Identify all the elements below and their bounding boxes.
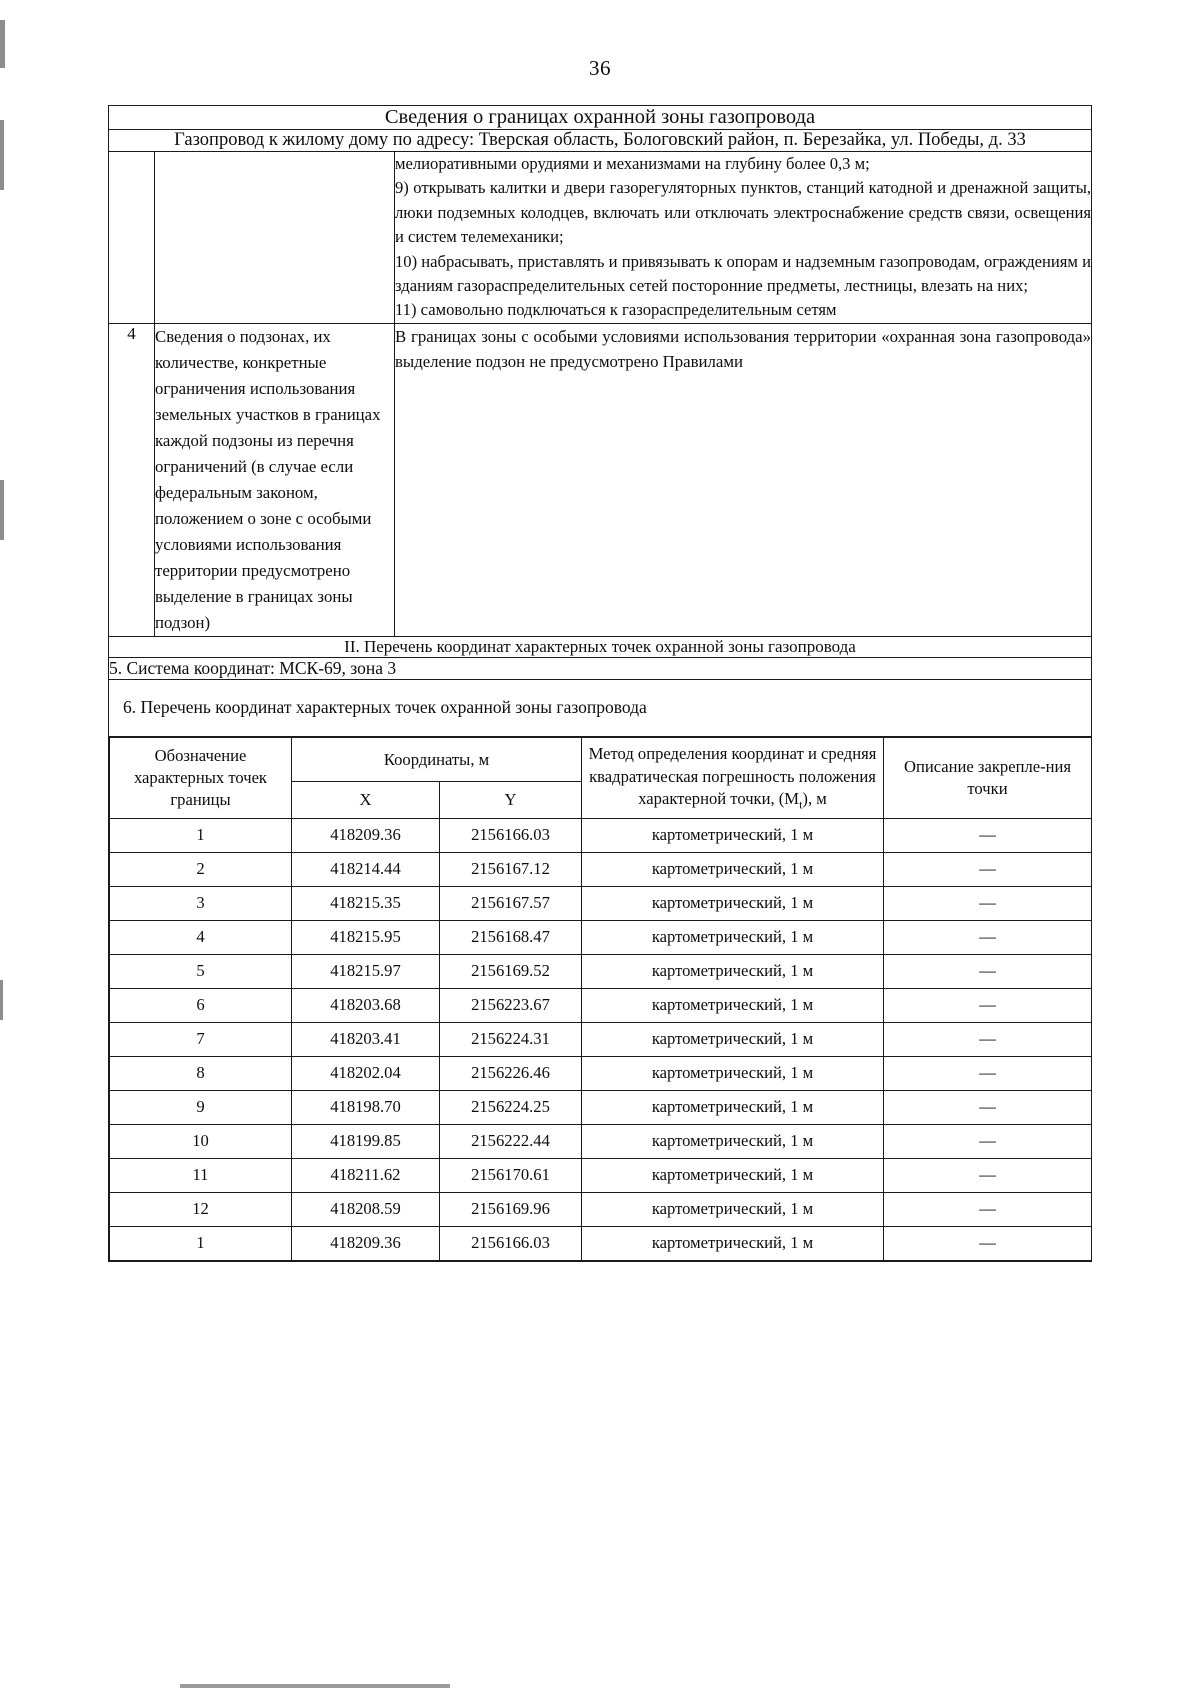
coordinate-y: 2156168.47 (440, 920, 582, 954)
coordinate-method: картометрический, 1 м (582, 954, 884, 988)
col-header-x: X (292, 782, 440, 818)
coordinate-point: 5 (110, 954, 292, 988)
coordinate-row (110, 988, 1092, 1022)
coordinate-y: 2156169.52 (440, 954, 582, 988)
coordinate-point: 2 (110, 852, 292, 886)
coordinate-description: — (884, 1192, 1092, 1226)
coordinate-method: картометрический, 1 м (582, 852, 884, 886)
coordinate-description: — (884, 1090, 1092, 1124)
restriction-line: мелиоративными орудиями и механизмами на глубину более 0,3 м; (395, 154, 870, 173)
coordinate-point: 9 (110, 1090, 292, 1124)
scan-edge-mark (0, 480, 4, 540)
section-2-heading: II. Перечень координат характерных точек охранной зоны газопровода (109, 637, 1092, 658)
coordinate-description: — (884, 954, 1092, 988)
coordinate-method: картометрический, 1 м (582, 1124, 884, 1158)
coordinate-method: картометрический, 1 м (582, 1226, 884, 1260)
coordinates-body (110, 818, 1092, 1260)
col-header-method-subscript: t (799, 797, 803, 812)
coordinate-description: — (884, 988, 1092, 1022)
coordinate-point: 1 (110, 1226, 292, 1260)
coordinate-table-container (109, 737, 1092, 1262)
page-title: Сведения о границах охранной зоны газопровода (109, 106, 1092, 130)
coordinate-y: 2156167.57 (440, 886, 582, 920)
col-header-method-tail: ), м (802, 789, 827, 809)
zone-info-table (108, 105, 1092, 1262)
row-label: Сведения о подзонах, их количестве, конкретные ограничения использования земельных участков в границах каждой подзоны из перечня ограничений (в случае если федеральным законом, положением о зоне с особыми условиями использования территории предусмотрено выделение в границах зоны подзон) (155, 323, 395, 636)
col-header-point: Обозначение характерных точек границы (110, 738, 292, 819)
row-index: 4 (109, 323, 155, 636)
coordinate-y: 2156224.25 (440, 1090, 582, 1124)
coordinate-description: — (884, 852, 1092, 886)
coordinate-method: картометрический, 1 м (582, 1090, 884, 1124)
coordinate-row (110, 1056, 1092, 1090)
col-header-coords-group: Координаты, м (292, 738, 582, 782)
coordinate-description: — (884, 818, 1092, 852)
coordinate-x: 418211.62 (292, 1158, 440, 1192)
row-value: В границах зоны с особыми условиями использования территории «охранная зона газопровода» выделение подзон не предусмотрено Правилами (395, 323, 1092, 636)
coordinates-header-row-1 (110, 738, 1092, 782)
coordinate-list-heading-row (109, 680, 1092, 737)
coordinate-y: 2156169.96 (440, 1192, 582, 1226)
coordinate-system-text: 5. Система координат: МСК-69, зона 3 (109, 658, 1092, 680)
scan-edge-mark (0, 980, 3, 1020)
coordinate-x: 418203.68 (292, 988, 440, 1022)
coordinate-description: — (884, 1226, 1092, 1260)
subtitle-row (109, 130, 1092, 152)
coordinate-point: 11 (110, 1158, 292, 1192)
coordinate-y: 2156224.31 (440, 1022, 582, 1056)
scan-bottom-smudge (180, 1684, 450, 1688)
coordinate-method: картометрический, 1 м (582, 920, 884, 954)
restriction-line: 9) открывать калитки и двери газорегуляторных пунктов, станций катодной и дренажной защиты, люки подземных колодцев, включать или отключать электроснабжение средств связи, освещения и систем телемеханики; (395, 178, 1091, 247)
object-subtitle: Газопровод к жилому дому по адресу: Тверская область, Бологовский район, п. Березайка, ул. Победы, д. 33 (109, 130, 1092, 152)
coordinate-y: 2156222.44 (440, 1124, 582, 1158)
coordinate-description: — (884, 886, 1092, 920)
coordinate-row (110, 920, 1092, 954)
col-header-description: Описание закрепле-ния точки (884, 738, 1092, 819)
coordinate-point: 6 (110, 988, 292, 1022)
coordinate-row (110, 1090, 1092, 1124)
empty-name-cell (155, 152, 395, 324)
coordinate-x: 418215.97 (292, 954, 440, 988)
empty-index-cell (109, 152, 155, 324)
coordinate-x: 418208.59 (292, 1192, 440, 1226)
coordinate-list-heading: 6. Перечень координат характерных точек охранной зоны газопровода (109, 680, 1092, 737)
table-row-4 (109, 323, 1092, 636)
coordinate-point: 10 (110, 1124, 292, 1158)
coordinate-x: 418198.70 (292, 1090, 440, 1124)
restriction-line: 11) самовольно подключаться к газораспределительным сетям (395, 300, 837, 320)
coordinate-x: 418209.36 (292, 818, 440, 852)
page-number: 36 (589, 56, 611, 80)
col-header-method (582, 738, 884, 819)
section-heading-row (109, 637, 1092, 658)
coordinate-y: 2156166.03 (440, 1226, 582, 1260)
coordinate-y: 2156166.03 (440, 818, 582, 852)
coordinate-method: картометрический, 1 м (582, 988, 884, 1022)
coordinate-point: 1 (110, 818, 292, 852)
coordinate-x: 418215.95 (292, 920, 440, 954)
coordinate-point: 3 (110, 886, 292, 920)
title-row (109, 106, 1092, 130)
coordinate-method: картометрический, 1 м (582, 818, 884, 852)
col-header-method-text: Метод определения координат и средняя квадратическая погрешность положения характерной точки, (M (588, 744, 877, 809)
coordinate-row (110, 818, 1092, 852)
coordinate-point: 12 (110, 1192, 292, 1226)
scan-edge-mark (0, 120, 4, 190)
coordinate-row (110, 954, 1092, 988)
coordinate-row (110, 1158, 1092, 1192)
coordinate-row (110, 886, 1092, 920)
coordinate-description: — (884, 920, 1092, 954)
restrictions-continued-row (109, 152, 1092, 324)
coordinate-point: 8 (110, 1056, 292, 1090)
coordinates-table (109, 737, 1092, 1261)
coordinate-description: — (884, 1124, 1092, 1158)
coordinate-description: — (884, 1022, 1092, 1056)
coordinate-method: картометрический, 1 м (582, 1056, 884, 1090)
coordinate-method: картометрический, 1 м (582, 1158, 884, 1192)
coordinate-y: 2156170.61 (440, 1158, 582, 1192)
coordinate-x: 418214.44 (292, 852, 440, 886)
coordinate-system-row (109, 658, 1092, 680)
coordinate-y: 2156226.46 (440, 1056, 582, 1090)
coordinate-y: 2156167.12 (440, 852, 582, 886)
restriction-line: 10) набрасывать, приставлять и привязывать к опорам и надземным газопроводам, ограждениям и зданиям газораспределительных сетей посторонние предметы, лестницы, влезать на них; (395, 251, 1091, 295)
restrictions-continued-text (395, 152, 1092, 324)
coordinate-x: 418209.36 (292, 1226, 440, 1260)
coordinate-row (110, 1226, 1092, 1260)
coordinate-row (110, 1022, 1092, 1056)
coordinate-description: — (884, 1056, 1092, 1090)
coordinate-point: 4 (110, 920, 292, 954)
col-header-y: Y (440, 782, 582, 818)
coordinate-row (110, 1124, 1092, 1158)
coordinate-y: 2156223.67 (440, 988, 582, 1022)
coordinate-x: 418202.04 (292, 1056, 440, 1090)
coordinate-x: 418203.41 (292, 1022, 440, 1056)
coordinate-table-row (109, 737, 1092, 1262)
coordinate-row (110, 852, 1092, 886)
coordinate-point: 7 (110, 1022, 292, 1056)
coordinate-x: 418215.35 (292, 886, 440, 920)
coordinate-method: картометрический, 1 м (582, 1192, 884, 1226)
coordinate-x: 418199.85 (292, 1124, 440, 1158)
coordinate-method: картометрический, 1 м (582, 886, 884, 920)
coordinate-method: картометрический, 1 м (582, 1022, 884, 1056)
coordinate-row (110, 1192, 1092, 1226)
coordinate-description: — (884, 1158, 1092, 1192)
